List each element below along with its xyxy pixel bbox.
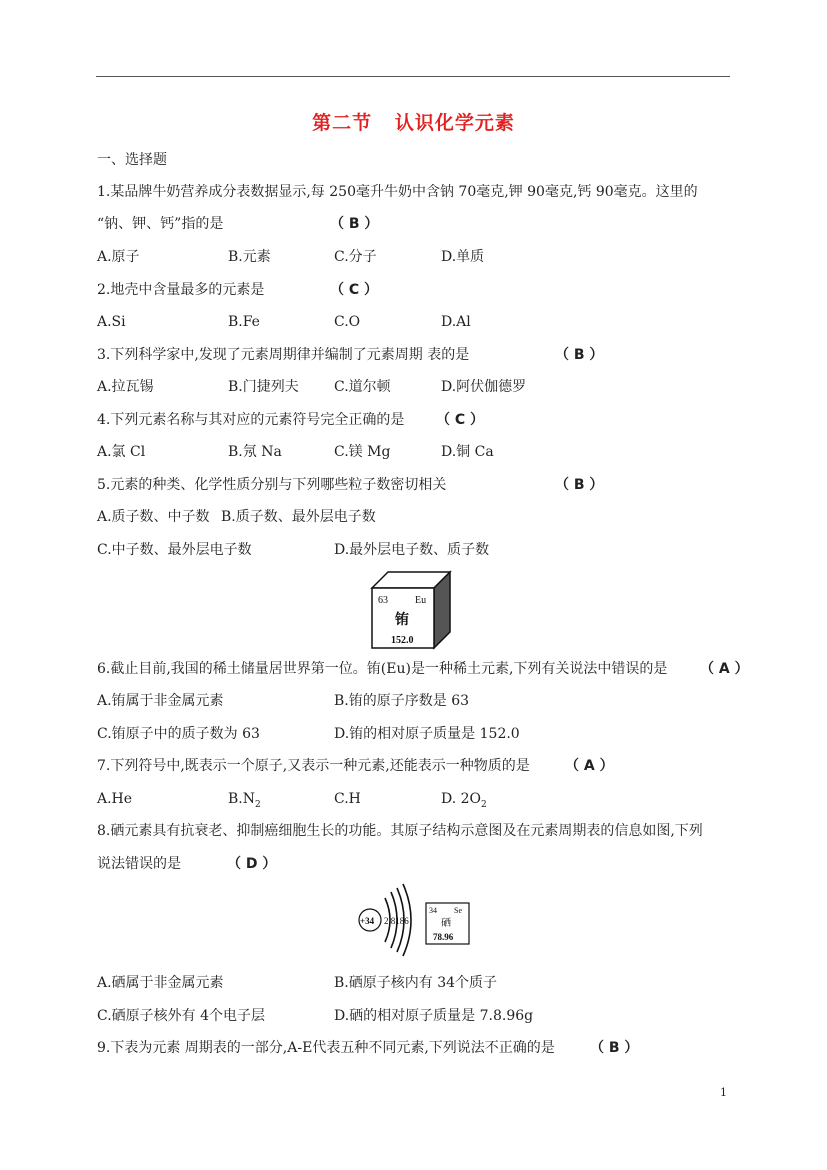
se-atomic-number: 34 [429,906,437,915]
q2-option-b: B.Fe [228,314,260,330]
q9-stem: 9.下表为元素 周期表的一部分,A-E代表五种不同元素,下列说法不正确的是 [97,1040,555,1056]
europium-element-card [370,570,454,650]
q8-option-d: D.硒的相对原子质量是 7.8.96g [334,1008,534,1024]
q6-option-d: D.铕的相对原子质量是 152.0 [334,726,520,742]
q8-answer: （ D ） [227,856,277,872]
q7-option-d: D. $2O_2$ [441,791,487,810]
q8-option-a: A.硒属于非金属元素 [97,975,224,991]
q4-option-c: C.镁 Mg [334,444,391,460]
eu-symbol: Eu [415,595,427,606]
se-symbol: Se [454,906,462,915]
q1-stem-line1: 1.某品牌牛奶营养成分表数据显示,每 250毫升牛奶中含钠 70毫克,钾 90毫克,钙 90毫克。这里的 [97,184,698,200]
q4-answer: （ C ） [436,412,485,428]
q6-option-c: C.铕原子中的质子数为 63 [97,726,260,742]
q8-option-b: B.硒原子核内有 34个质子 [334,975,498,991]
q4-option-a: A.氯 Cl [97,444,146,460]
q1-option-d: D.单质 [441,249,485,265]
q6-answer: （ A ） [700,661,749,677]
q5-option-b: B.质子数、最外层电子数 [221,509,376,525]
q2-option-c: C.O [334,314,361,330]
eu-mass: 152.0 [391,635,414,646]
q5-answer: （ B ） [555,477,604,493]
q2-option-a: A.Si [97,314,126,330]
q3-option-d: D.阿伏伽德罗 [441,379,527,395]
se-shell-electrons: 2 8186 [384,916,409,926]
q7-option-b: $B.N_2$ [228,791,261,810]
q6-stem: 6.截止目前,我国的稀土储量居世界第一位。铕(Eu)是一种稀土元素,下列有关说法中错误的是 [97,661,668,677]
q1-option-b: B.元素 [228,249,271,265]
q6-option-a: A.铕属于非金属元素 [97,693,224,709]
q4-stem: 4.下列元素名称与其对应的元素符号完全正确的是 [97,412,405,428]
q1-option-a: A.原子 [97,249,140,265]
q5-option-c: C.中子数、最外层电子数 [97,542,252,558]
q8-stem-line2: 说法错误的是 [97,856,181,872]
q7-stem: 7.下列符号中,既表示一个原子,又表示一种元素,还能表示一种物质的是 [97,758,530,774]
q1-option-c: C.分子 [334,249,377,265]
eu-name: 铕 [395,612,409,628]
q1-stem-line2: “钠、钾、钙”指的是 [97,216,224,232]
q2-option-d: D.Al [441,314,471,330]
se-nucleus-charge: +34 [360,916,375,926]
se-mass: 78.96 [433,932,454,942]
q3-answer: （ B ） [555,347,604,363]
q6-option-b: B.铕的原子序数是 63 [334,693,470,709]
page-title: 第二节 认识化学元素 [312,112,515,134]
page-number: 1 [720,1086,727,1099]
eu-atomic-number: 63 [378,595,388,606]
q4-option-b: B.氖 Na [228,444,282,460]
q5-option-d: D.最外层电子数、质子数 [334,542,490,558]
q2-stem: 2.地壳中含量最多的元素是 [97,282,265,298]
q9-answer: （ B ） [590,1040,639,1056]
q5-stem: 5.元素的种类、化学性质分别与下列哪些粒子数密切相关 [97,477,447,493]
q1-answer: （ B ） [330,216,379,232]
q5-option-a: A.质子数、中子数 [97,509,210,525]
q3-option-c: C.道尔顿 [334,379,391,395]
selenium-figure [355,880,475,960]
q3-option-b: B.门捷列夫 [228,379,299,395]
q8-option-c: C.硒原子核外有 4个电子层 [97,1008,266,1024]
header-rule [96,76,730,77]
q2-answer: （ C ） [330,282,379,298]
q7-option-c: C.H [334,791,361,807]
q7-answer: （ A ） [565,758,614,774]
q3-option-a: A.拉瓦锡 [97,379,154,395]
q3-stem: 3.下列科学家中,发现了元素周期律并编制了元素周期 表的是 [97,347,470,363]
q7-option-a: A.He [97,791,133,807]
section-heading: 一、选择题 [97,152,167,168]
q4-option-d: D.铜 Ca [441,444,494,460]
q8-stem-line1: 8.硒元素具有抗衰老、抑制癌细胞生长的功能。其原子结构示意图及在元素周期表的信息如图,下列 [97,823,703,839]
se-name: 硒 [441,918,451,929]
